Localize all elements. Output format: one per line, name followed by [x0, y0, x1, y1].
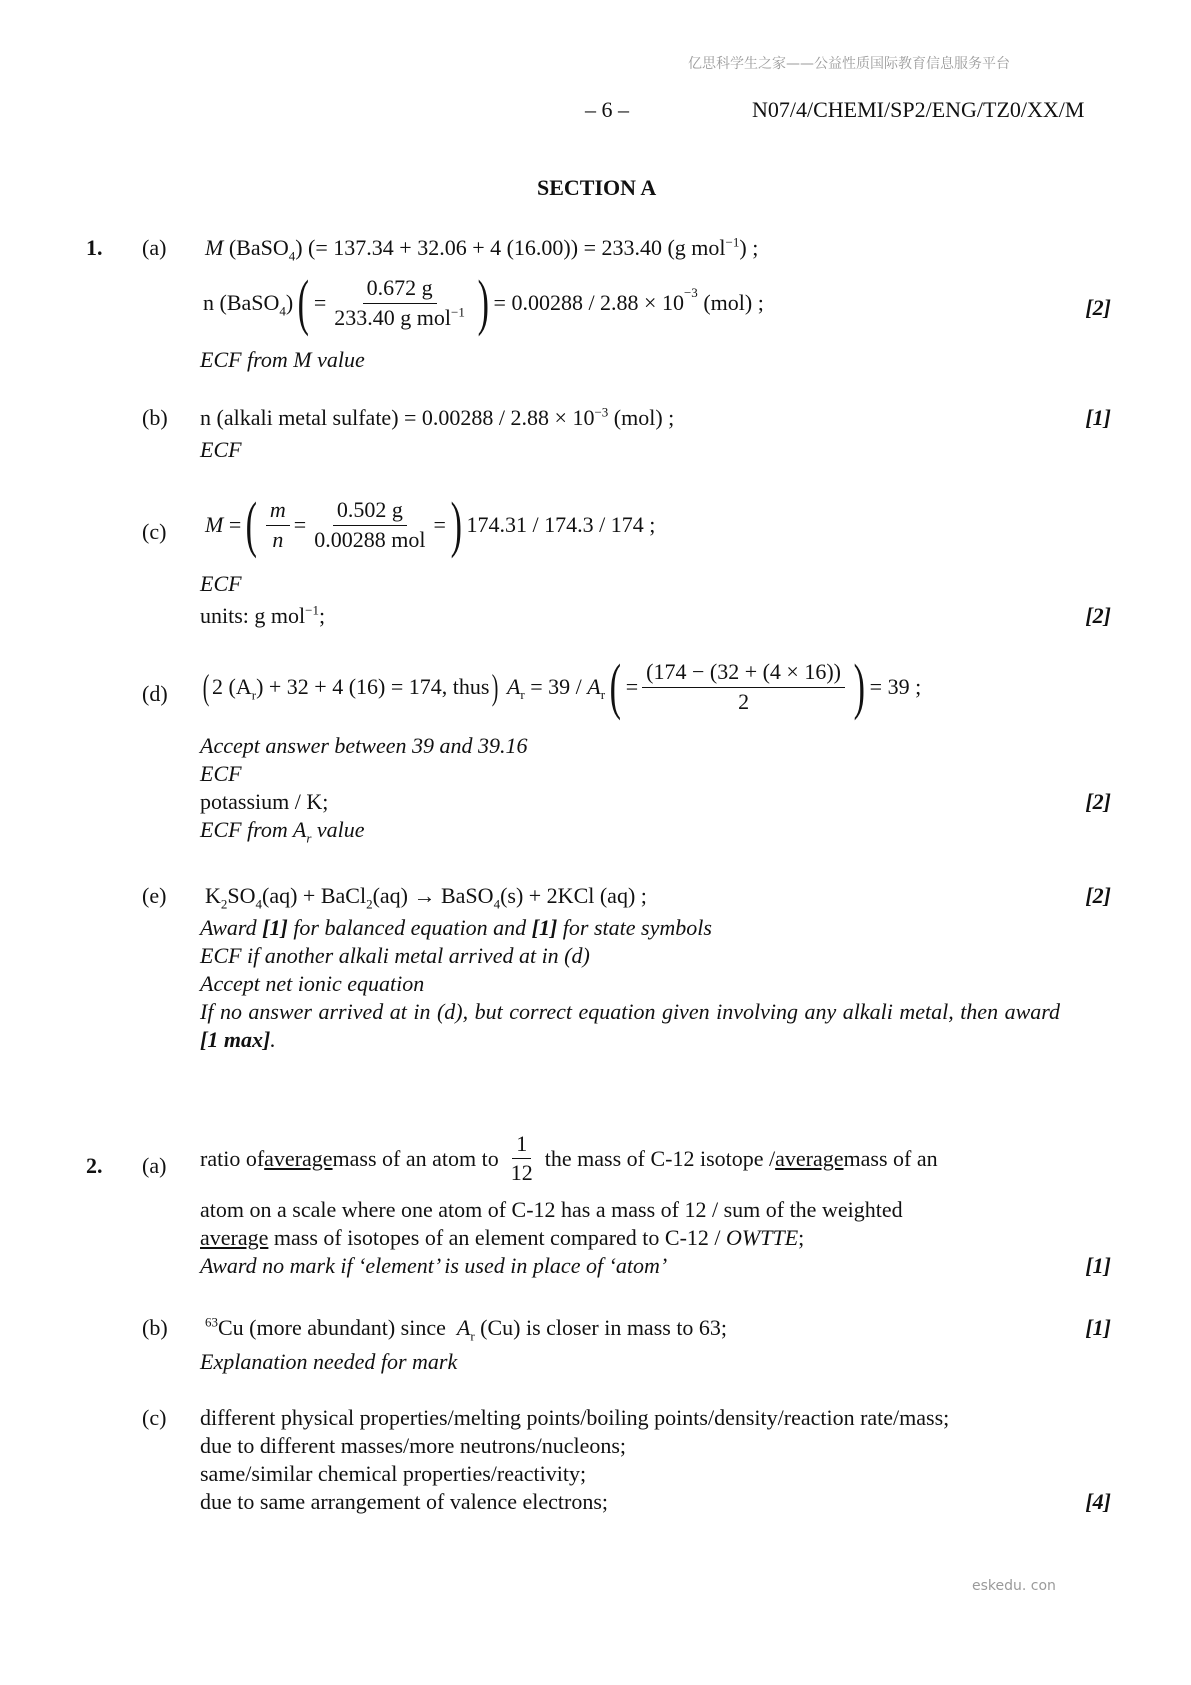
- q1a-mark: [2]: [1085, 295, 1111, 320]
- fraction-denominator: 12: [510, 1160, 533, 1186]
- q1c-result: 174.31 / 174.3 / 174 ;: [466, 512, 656, 538]
- baso4-text: (BaSO$_4$): [228, 235, 303, 264]
- q2a-line2: atom on a scale where one atom of C-12 has a mass of 12 / sum of the weighted: [200, 1197, 903, 1222]
- fraction-numerator: 1: [512, 1132, 531, 1159]
- q1e-label: (e): [142, 883, 167, 908]
- q1a-note: ECF from M value: [200, 347, 365, 372]
- q2b-line: $^{63}$Cu (more abundant) since $A_r$ (Cu) is closer in mass to 63;: [205, 1314, 728, 1344]
- q1a-molar-mass-line: [205, 234, 758, 262]
- q1d-line: ( 2 $(A_r) + 32 + 4$ (16) = 174, thus ) A $_r$ = 39 / A $_r$ ( = $\frac{(174 - (32 + (4 \times 16))}{2}$ ) = 39 ;: [202, 653, 922, 721]
- q2c-line-2: due to different masses/more neutrons/nucleons;: [200, 1433, 627, 1458]
- q1d-note2: ECF: [200, 761, 242, 786]
- q2a-line3: average mass of isotopes of an element compared to C-12 / OWTTE;: [200, 1225, 805, 1250]
- q1a-fraction: [330, 276, 469, 329]
- q1a-result: = 0.00288 / 2.88 × 10: [493, 290, 684, 316]
- page-number: – 6 –: [585, 97, 629, 122]
- q1a-calc: (= 137.34 + 32.06 + 4 (16.00)) = 233.40 (g mol: [308, 235, 726, 260]
- q2a-mark: [1]: [1085, 1253, 1111, 1278]
- q1b-line: n (alkali metal sulfate) = $0.00288 / 2.88 \times 10^{-3}$ (mol) ;: [200, 404, 675, 430]
- q1a-unit: (mol) ;: [703, 290, 764, 316]
- fraction-numerator: 0.672 g: [363, 276, 437, 303]
- q1e-mark: [2]: [1085, 883, 1111, 908]
- q2c-line-3: same/similar chemical properties/reactivity;: [200, 1461, 587, 1486]
- q2c-mark: [4]: [1085, 1489, 1111, 1514]
- q1d-answer: potassium / K;: [200, 789, 329, 814]
- watermark-bottom: eskedu. con: [972, 1578, 1056, 1594]
- close-paren: ): [853, 653, 866, 721]
- q1b-note: ECF: [200, 437, 242, 462]
- q1a-n-baso4: n (BaSO$_4$): [203, 290, 294, 319]
- watermark-top: 亿思科学生之家——公益性质国际教育信息服务平台: [688, 56, 1010, 72]
- section-title: SECTION A: [537, 175, 657, 200]
- fraction-numerator: 0.502 g: [333, 498, 407, 525]
- q1a-line1-end: ) ;: [739, 235, 759, 260]
- close-paren: ): [450, 491, 462, 559]
- q1d-fraction: [642, 660, 845, 713]
- open-paren: (: [609, 653, 622, 721]
- q1d-note1: Accept answer between 39 and 39.16: [200, 733, 528, 758]
- q1c-label: (c): [142, 519, 167, 544]
- fraction-numerator: (174 − (32 + (4 × 16)): [642, 660, 845, 687]
- fraction-numerator: m: [266, 498, 290, 525]
- exponent: −1: [725, 234, 740, 250]
- q1e-note3: Accept net ionic equation: [200, 971, 425, 996]
- q1e-note2: ECF if another alkali metal arrived at in (d): [200, 943, 590, 968]
- close-paren: ): [477, 269, 489, 337]
- q2a-note: Award no mark if ‘element’ is used in place of ‘atom’: [200, 1253, 668, 1278]
- q1a-moles-line: n (BaSO$_4$) ( = $\frac{0.672 g}{233.40 g mol^{-1}}$ ) = 0.00288 / 2.88 × 10 $^{-3}$ (mol) ;: [203, 269, 764, 337]
- fraction-denominator: n: [272, 526, 284, 552]
- q2a-label: (a): [142, 1153, 167, 1178]
- fraction-denominator: 0.00288 mol: [314, 526, 426, 552]
- q1d-note3: ECF from $A_r$ value: [200, 817, 365, 846]
- q1a-label: (a): [142, 235, 167, 260]
- fraction-denominator: 233.40 g mol$^{-1}$: [334, 304, 465, 330]
- q2b-label: (b): [142, 1315, 168, 1340]
- q2c-line-1: different physical properties/melting points/boiling points/density/reaction rate/mass;: [200, 1405, 950, 1430]
- document-code: N07/4/CHEMI/SP2/ENG/TZ0/XX/M: [752, 97, 1085, 122]
- q1d-label: (d): [142, 681, 168, 706]
- open-paren: (: [245, 491, 258, 559]
- q2c-line-4: due to same arrangement of valence electrons;: [200, 1489, 609, 1514]
- fraction-denominator: 2: [738, 688, 750, 714]
- q1c-note: ECF: [200, 571, 242, 596]
- q2b-mark: [1]: [1085, 1315, 1111, 1340]
- q1c-fraction-m-n: [266, 498, 290, 551]
- q2a-line1: ratio of average mass of an atom to $\frac{1}{12}$ the mass of C-12 isotope / average mass of an: [200, 1131, 938, 1186]
- q1b-label: (b): [142, 405, 168, 430]
- q2c-label: (c): [142, 1405, 167, 1430]
- q1e-note1: Award [1] for balanced equation and [1] for state symbols: [200, 915, 712, 940]
- q1b-mark: [1]: [1085, 405, 1111, 430]
- exponent: −3: [594, 404, 609, 420]
- q1c-units: units: g mol$^{-1}$;: [200, 602, 326, 628]
- q1e-note4: If no answer arrived at in (d), but correct equation given involving any alkali metal, then award [1 max].: [200, 999, 1060, 1052]
- q2b-note: Explanation needed for mark: [200, 1349, 458, 1374]
- equals-sign: =: [313, 290, 327, 316]
- question-2-number: 2.: [86, 1153, 103, 1178]
- question-1-number: 1.: [86, 235, 103, 260]
- symbol-M: M: [205, 512, 224, 538]
- q1c-molar-mass-line: M = ( $\frac{m}{n}$ = $\frac{0.502 g}{\text{0.00288 mol}}$ = ) 174.31 / 174.3 / 174 ;: [205, 491, 656, 559]
- open-paren: (: [297, 269, 310, 337]
- q1e-equation: $K_2SO_4(aq)$ + BaCl$_2$(aq) → BaSO$_4$(s) + 2KCl (aq) ;: [205, 883, 647, 912]
- q1d-expr: 2 $(A_r) + 32 + 4$ (16) = 174, thus: [212, 674, 490, 703]
- symbol-M: M: [205, 235, 224, 260]
- one-twelfth-fraction: [507, 1132, 537, 1185]
- q1c-fraction-values: [310, 498, 429, 551]
- q1d-mark: [2]: [1085, 789, 1111, 814]
- q1c-mark: [2]: [1085, 603, 1111, 628]
